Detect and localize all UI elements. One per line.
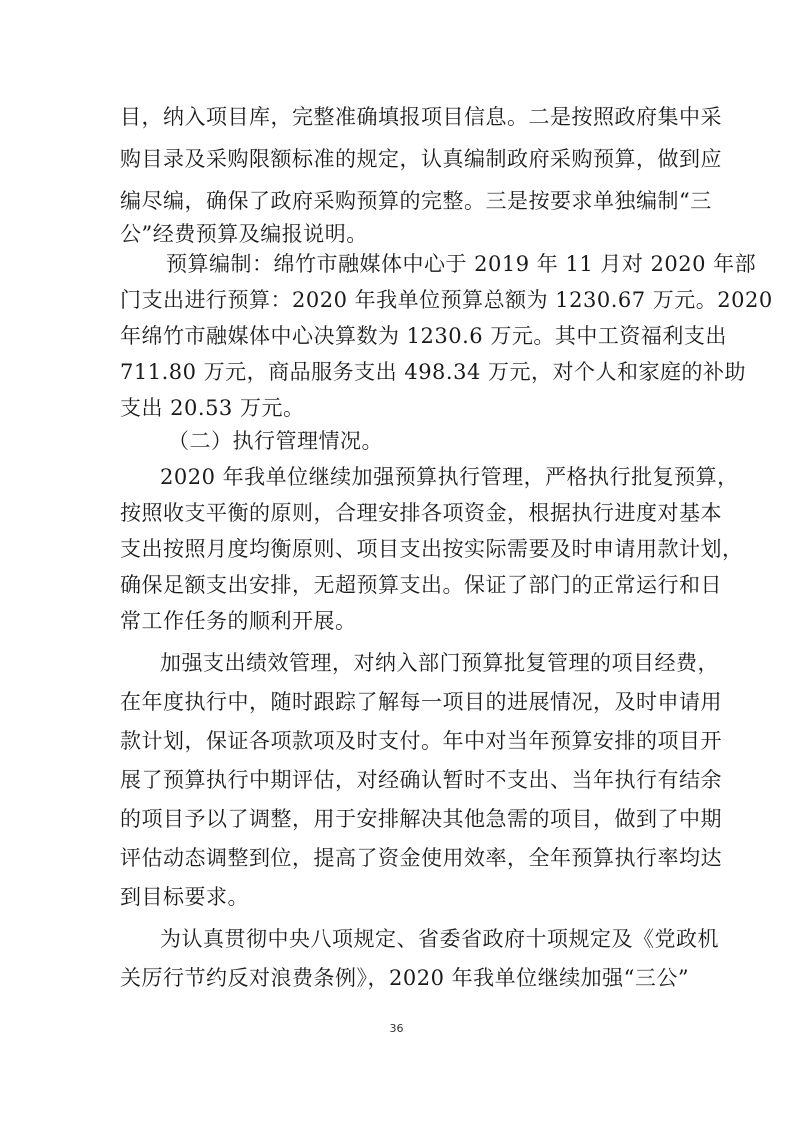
text-line: 年绵竹市融媒体中心决算数为 1230.6 万元。其中工资福利支出: [120, 324, 727, 348]
text-line: 的项目予以了调整，用于安排解决其他急需的项目，做到了中期: [120, 807, 722, 831]
text-line: 加强支出绩效管理，对纳入部门预算批复管理的项目经费，: [160, 651, 719, 675]
section-heading: （二）执行管理情况。: [168, 429, 383, 453]
text-line: 关厉行节约反对浪费条例》，2020 年我单位继续加强“三公”: [120, 966, 690, 990]
text-line: 门支出进行预算：2020 年我单位预算总额为 1230.67 万元。2020: [120, 288, 773, 312]
text-line: 编尽编，确保了政府采购预算的完整。三是按要求单独编制“三: [120, 189, 712, 213]
text-line: 预算编制：绵竹市融媒体中心于 2019 年 11 月对 2020 年部: [166, 252, 757, 276]
text-line: 到目标要求。: [120, 885, 249, 909]
text-line: 款计划，保证各项款项及时支付。年中对当年预算安排的项目开: [120, 729, 722, 753]
text-line: 支出 20.53 万元。: [120, 396, 305, 420]
text-line: 为认真贯彻中央八项规定、省委省政府十项规定及《党政机: [160, 927, 719, 951]
text-line: 711.80 万元，商品服务支出 498.34 万元，对个人和家庭的补助: [120, 360, 746, 384]
text-line: 购目录及采购限额标准的规定，认真编制政府采购预算，做到应: [120, 147, 722, 171]
text-line: 按照收支平衡的原则，合理安排各项资金，根据执行进度对基本: [120, 501, 722, 525]
text-line: 目，纳入项目库，完整准确填报项目信息。二是按照政府集中采: [120, 105, 722, 129]
text-line: 评估动态调整到位，提高了资金使用效率，全年预算执行率均达: [120, 846, 722, 870]
text-line: 确保足额支出安排，无超预算支出。保证了部门的正常运行和日: [120, 573, 722, 597]
text-line: 展了预算执行中期评估，对经确认暂时不支出、当年执行有结余: [120, 768, 722, 792]
text-line: 在年度执行中，随时跟踪了解每一项目的进展情况，及时申请用: [120, 690, 722, 714]
text-line: 2020 年我单位继续加强预算执行管理，严格执行批复预算，: [160, 465, 739, 489]
text-line: 常工作任务的顺利开展。: [120, 609, 357, 633]
text-line: 公”经费预算及编报说明。: [120, 222, 368, 246]
page-number: 36: [389, 1022, 404, 1035]
text-line: 支出按照月度均衡原则、项目支出按实际需要及时申请用款计划，: [120, 537, 744, 561]
